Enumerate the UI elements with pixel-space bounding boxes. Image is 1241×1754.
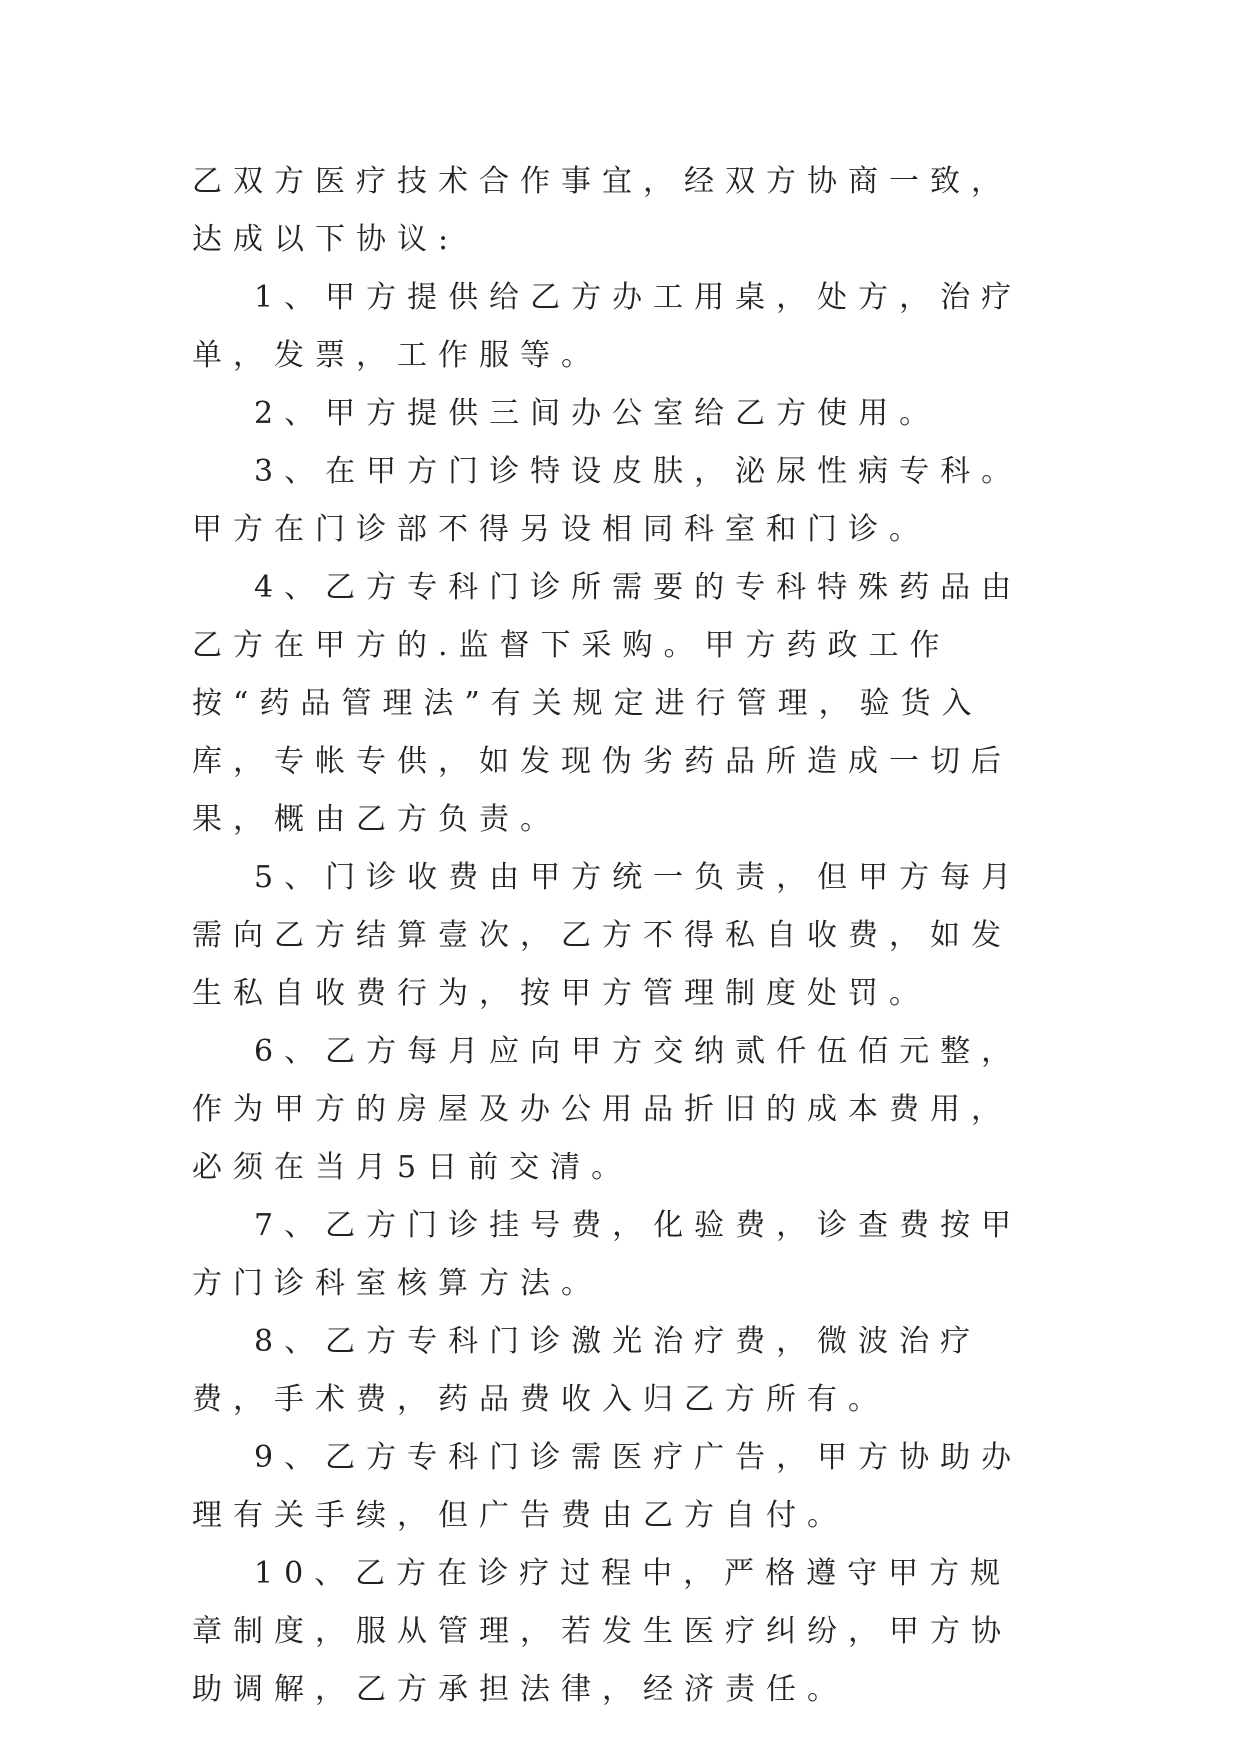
clause-8: 8、乙方专科门诊激光治疗费，微波治疗费，手术费，药品费收入归乙方所有。 [192,1324,982,1417]
clause-5: 5、门诊收费由甲方统一负责，但甲方每月需向乙方结算壹次，乙方不得私自收费，如发生私自收费行为，按甲方管理制度处罚。 [192,860,1023,1011]
document-body [192,153,1052,1719]
clause-4: 4、乙方专科门诊所需要的专科特殊药品由乙方在甲方的.监督下采购。甲方药政工作按“药品管理法”有关规定进行管理，验货入库，专帐专供，如发现伪劣药品所造成一切后果，概由乙方负责。 [192,570,1023,837]
clause-2: 2、甲方提供三间办公室给乙方使用。 [254,396,941,431]
clause-1: 1、甲方提供给乙方办工用桌，处方，治疗单，发票，工作服等。 [192,280,1023,373]
clause-9: 9、乙方专科门诊需医疗广告，甲方协助办理有关手续，但广告费由乙方自付。 [192,1440,1023,1533]
clause-7: 7、乙方门诊挂号费，化验费，诊查费按甲方门诊科室核算方法。 [192,1208,1023,1301]
clause-10: 10、乙方在诊疗过程中，严格遵守甲方规章制度，服从管理，若发生医疗纠纷，甲方协助调解，乙方承担法律，经济责任。 [192,1556,1012,1707]
clause-6: 6、乙方每月应向甲方交纳贰仟伍佰元整，作为甲方的房屋及办公用品折旧的成本费用，必须在当月5日前交清。 [192,1034,1023,1185]
clause-3: 3、在甲方门诊特设皮肤，泌尿性病专科。甲方在门诊部不得另设相同科室和门诊。 [192,454,1023,547]
paragraph-intro: 乙双方医疗技术合作事宜，经双方协商一致，达成以下协议: [192,164,1012,257]
